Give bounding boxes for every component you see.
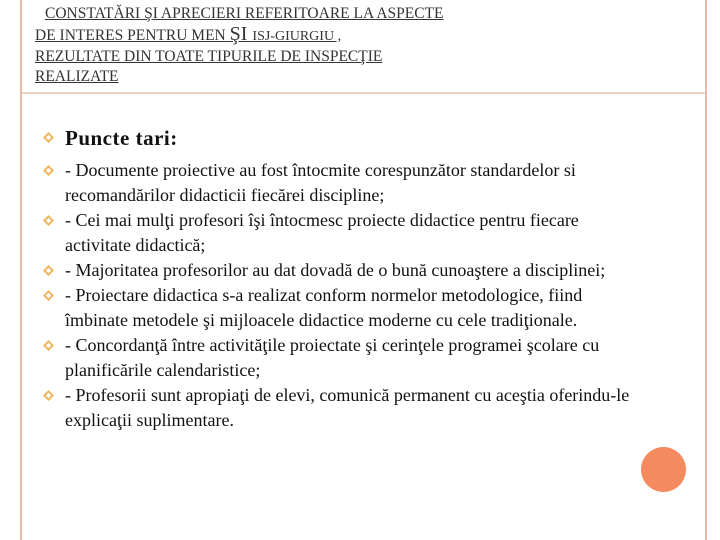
list-item bbox=[43, 283, 643, 333]
title-line-4: REALIZATE bbox=[35, 68, 119, 85]
diamond-bullet-icon bbox=[43, 265, 54, 276]
diamond-bullet-icon bbox=[43, 390, 54, 401]
title-divider-line bbox=[22, 92, 705, 94]
list-item bbox=[43, 333, 643, 383]
title-line-2-c: ISJ-GIURGIU , bbox=[252, 29, 342, 44]
list-item-text: - Proiectare didactica s-a realizat conform normelor metodologice, fiind îmbinate metodele şi mijloacele didactice moderne cu cele tradiţionale. bbox=[65, 285, 583, 330]
title-line-2 bbox=[35, 24, 615, 47]
title-line-1: CONSTATĂRI ŞI APRECIERI REFERITOARE LA ASPECTE bbox=[45, 5, 444, 22]
frame-left-line bbox=[20, 0, 22, 540]
list-item bbox=[43, 258, 643, 283]
decorative-circle bbox=[641, 447, 686, 492]
list-item bbox=[43, 158, 643, 208]
page-title bbox=[35, 4, 615, 87]
diamond-bullet-icon bbox=[43, 215, 54, 226]
diamond-bullet-icon bbox=[43, 340, 54, 351]
diamond-bullet-icon bbox=[43, 290, 54, 301]
list-item-text: - Documente proiective au fost întocmite corespunzător standardelor si recomandărilor didacticii fiecărei discipline; bbox=[65, 160, 576, 205]
diamond-bullet-icon bbox=[43, 165, 54, 176]
bullet-list bbox=[43, 124, 643, 433]
title-line-2-a: DE INTERES PENTRU MEN bbox=[35, 27, 230, 44]
list-item-text: - Majoritatea profesorilor au dat dovadă de o bună cunoaştere a disciplinei; bbox=[65, 260, 606, 280]
frame-right-line bbox=[705, 0, 707, 540]
list-item bbox=[43, 208, 643, 258]
heading-text: Puncte tari: bbox=[65, 126, 178, 150]
strengths-heading bbox=[43, 124, 643, 152]
title-line-2-b: ŞI bbox=[229, 23, 253, 45]
list-item-text: - Profesorii sunt apropiaţi de elevi, comunică permanent cu aceştia oferindu-le explicaţii suplimentare. bbox=[65, 385, 630, 430]
title-line-3: REZULTATE DIN TOATE TIPURILE DE INSPECŢIE bbox=[35, 48, 383, 65]
list-item-text: - Cei mai mulţi profesori îşi întocmesc proiecte didactice pentru fiecare activitate didactică; bbox=[65, 210, 579, 255]
list-item bbox=[43, 383, 643, 433]
diamond-bullet-icon bbox=[43, 132, 54, 143]
list-item-text: - Concordanţă între activităţile proiectate şi cerinţele programei şcolare cu planificările calendaristice; bbox=[65, 335, 600, 380]
